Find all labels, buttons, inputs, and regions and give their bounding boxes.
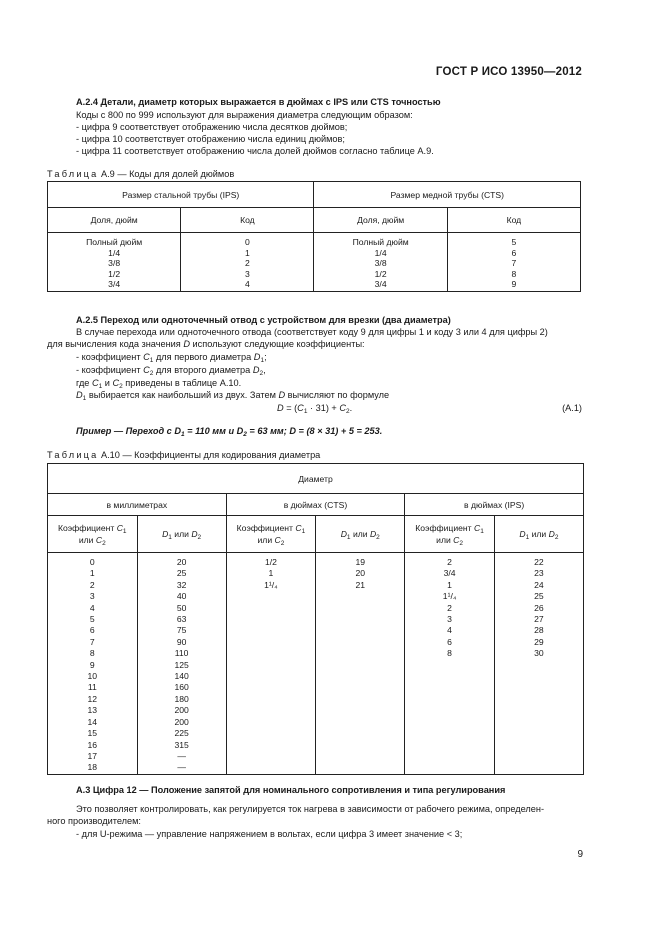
table-a10 (47, 463, 584, 775)
table-cell-value: Полный дюйм (352, 237, 409, 247)
table-cell-value: 3/4 (443, 568, 456, 579)
table-cell-value: Полный дюйм (86, 237, 143, 247)
table-a10-cts-c-cell (226, 553, 316, 775)
table-cell-value: 0 (89, 557, 95, 567)
table-a9-col-share-cts: Доля, дюйм (314, 208, 447, 233)
table-a9 (47, 181, 581, 292)
table-cell-value: 3/8 (374, 258, 387, 268)
table-cell-value: — (177, 762, 186, 773)
table-cell-value: 12 (87, 693, 98, 704)
table-cell-value: 180 (174, 693, 189, 704)
a25-choose: $D_1$ выбирается как наибольший из двух. Затем D вычисляют по формуле (76, 390, 390, 402)
table-cell-value: 21 (355, 579, 366, 590)
table-cell-value: 6 (511, 247, 517, 258)
table-cell-value: 20 (176, 557, 187, 567)
table-cell-value: 29 (534, 636, 544, 647)
table-cell-value: 6 (447, 636, 452, 647)
table-cell-value: 125 (174, 659, 189, 670)
table-a10-caption: Таблица А.10 — Коэффициенты для кодирования диаметра (47, 450, 321, 460)
a25-coef-c2: - коэффициент $C_2$ для второго диаметра $D_2$, (76, 365, 266, 377)
table-cell-value: 2 (245, 258, 250, 268)
page-number: 9 (577, 849, 583, 860)
a3-line-3: - для U-режима — управление напряжением в вольтах, если цифра 3 имеет значение < 3; (76, 829, 463, 839)
table-cell-value: 63 (176, 614, 187, 625)
table-cell-value: 27 (534, 614, 544, 625)
table-a9-ips-code-cell (181, 233, 314, 292)
table-a9-col-share-ips: Доля, дюйм (48, 208, 181, 233)
table-a10-col-d-cts: $D_1$ или $D_2$ (316, 516, 405, 553)
table-cell-value: 1/4 (374, 247, 387, 258)
formula-a1: $D = (C_1 \cdot 31) + C_2$. (277, 403, 353, 415)
document-header: ГОСТ Р ИСО 13950—2012 (435, 66, 582, 78)
table-cell-value: 160 (174, 682, 189, 693)
section-a3-heading: А.3 Цифра 12 — Положение запятой для номинального сопротивления и типа регулирования (76, 785, 506, 795)
table-cell-value: 20 (355, 568, 366, 579)
table-cell-value: 28 (534, 625, 544, 636)
table-cell-value: 1 (447, 579, 452, 590)
table-cell-value: 10 (87, 671, 98, 682)
table-cell-value: 24 (534, 579, 544, 590)
table-cell-value: 7 (89, 636, 95, 647)
section-a24-heading: А.2.4 Детали, диаметр которых выражается в дюймах с IPS или CTS точностью (76, 97, 441, 107)
table-cell-value: 11 (87, 682, 97, 693)
a25-coef-c1: - коэффициент $C_1$ для первого диаметра $D_1$; (76, 352, 267, 364)
table-cell-value: 32 (176, 579, 187, 590)
table-a9-group-cts: Размер медной трубы (CTS) (314, 182, 581, 208)
table-cell-value: 1/2 (374, 268, 387, 279)
table-cell-value: 1 (268, 568, 274, 579)
table-cell-value: 1¹/₄ (264, 579, 278, 590)
table-cell-value: 3 (89, 591, 95, 602)
table-cell-value: 8 (447, 648, 452, 659)
table-cell-value: 225 (174, 728, 189, 739)
table-a9-col-code-cts: Код (447, 208, 580, 233)
table-cell-value: 8 (511, 268, 517, 279)
table-cell-value: 7 (511, 258, 517, 268)
table-cell-value: 6 (89, 625, 95, 636)
a24-line-3: - цифра 10 соответствует отображению числа единиц дюймов; (76, 134, 345, 144)
table-a10-mm-c-cell (48, 553, 138, 775)
table-cell-value: 0 (245, 237, 250, 247)
table-a10-col-coef-mm: Коэффициент $C_1$ или $C_2$ (48, 516, 138, 553)
table-a9-cts-code-cell (447, 233, 580, 292)
table-a9-caption: Таблица А.9 — Коды для долей дюймов (47, 169, 235, 179)
a24-line-4: - цифра 11 соответствует отображению числа долей дюймов согласно таблице А.9. (76, 146, 434, 156)
table-cell-value: 2 (447, 557, 452, 567)
table-cell-value: 4 (447, 625, 452, 636)
table-cell-value: 16 (87, 739, 98, 750)
table-cell-value: 1/4 (108, 247, 121, 258)
table-a10-col-coef-cts: Коэффициент $C_1$ или $C_2$ (226, 516, 316, 553)
table-cell-value: 3/8 (108, 258, 121, 268)
table-cell-value: 1 (245, 247, 250, 258)
table-cell-value: 3 (245, 268, 250, 279)
table-a9-col-code-ips: Код (181, 208, 314, 233)
table-cell-value: 75 (176, 625, 187, 636)
table-cell-value: 18 (87, 762, 98, 773)
table-cell-value: 1 (89, 568, 95, 579)
table-a10-cts-d-cell (316, 553, 405, 775)
a3-line-2: ного производителем: (47, 816, 141, 826)
table-cell-value: 315 (174, 739, 189, 750)
table-a10-group-ips: в дюймах (IPS) (405, 494, 584, 516)
table-cell-value: 17 (87, 750, 98, 761)
table-cell-value: 19 (355, 557, 366, 567)
a25-where: где $C_1$ и $C_2$ приведены в таблице А.10. (76, 378, 242, 390)
table-a9-group-ips: Размер стальной трубы (IPS) (48, 182, 314, 208)
table-cell-value: 110 (174, 648, 189, 659)
table-cell-value: 2 (89, 579, 95, 590)
a24-line-1: Коды с 800 по 999 используют для выражения диаметра следующим образом: (76, 110, 413, 120)
section-a25-heading: А.2.5 Переход или одноточечный отвод с устройством для врезки (два диаметра) (76, 315, 451, 325)
table-cell-value: 25 (176, 568, 187, 579)
table-cell-value: 30 (534, 648, 544, 659)
table-cell-value: 13 (87, 705, 98, 716)
table-cell-value: 2 (447, 602, 452, 613)
table-a10-group-cts: в дюймах (CTS) (226, 494, 405, 516)
table-cell-value: 1¹/₄ (442, 591, 457, 602)
formula-a1-number: (А.1) (562, 403, 582, 413)
table-cell-value: 14 (87, 716, 98, 727)
table-cell-value: 3/4 (374, 279, 387, 289)
a3-line-1: Это позволяет контролировать, как регулируется ток нагрева в зависимости от рабочего режима, определен- (76, 804, 545, 814)
table-cell-value: 200 (174, 716, 189, 727)
table-cell-value: 9 (511, 279, 517, 289)
table-cell-value: 3/4 (108, 279, 121, 289)
table-cell-value: 8 (89, 648, 95, 659)
table-cell-value: 5 (89, 614, 95, 625)
table-cell-value: 1/2 (108, 268, 121, 279)
table-a10-ips-c-cell (405, 553, 495, 775)
table-a9-ips-share-cell (48, 233, 181, 292)
table-cell-value: 50 (176, 602, 187, 613)
table-cell-value: 1/2 (264, 557, 277, 567)
a24-line-2: - цифра 9 соответствует отображению числа десятков дюймов; (76, 122, 348, 132)
table-a10-col-coef-ips: Коэффициент $C_1$ или $C_2$ (405, 516, 495, 553)
table-cell-value: 9 (89, 659, 95, 670)
table-cell-value: 90 (176, 636, 187, 647)
a25-line-2: для вычисления кода значения D используют следующие коэффициенты: (47, 339, 365, 349)
table-cell-value: 25 (534, 591, 544, 602)
table-a9-cts-share-cell (314, 233, 447, 292)
table-cell-value: 40 (176, 591, 187, 602)
a25-line-1: В случае перехода или одноточечного отвода (соответствует коду 9 для цифры 1 и коду 3 или 4 для цифры 2) (76, 327, 548, 337)
table-a10-mm-d-cell (137, 553, 226, 775)
table-cell-value: 3 (447, 614, 452, 625)
table-cell-value: 4 (89, 602, 95, 613)
table-cell-value: 140 (174, 671, 189, 682)
table-cell-value: 22 (534, 557, 544, 567)
example-text: Пример — Переход с $D_1 = 110$ мм и $D_2 = 63$ мм; D = (8 × 31) + 5 = 253. (76, 426, 383, 438)
table-a10-col-d-mm: $D_1$ или $D_2$ (137, 516, 226, 553)
table-cell-value: — (177, 750, 186, 761)
table-cell-value: 200 (174, 705, 189, 716)
table-cell-value: 15 (87, 728, 98, 739)
table-a10-ips-d-cell (494, 553, 583, 775)
table-a10-top-header: Диаметр (48, 464, 584, 494)
table-a10-group-mm: в миллиметрах (48, 494, 227, 516)
table-cell-value: 5 (511, 237, 517, 247)
table-a10-col-d-ips: $D_1$ или $D_2$ (494, 516, 583, 553)
table-cell-value: 23 (534, 568, 544, 579)
table-cell-value: 4 (245, 279, 250, 289)
table-cell-value: 26 (534, 602, 544, 613)
